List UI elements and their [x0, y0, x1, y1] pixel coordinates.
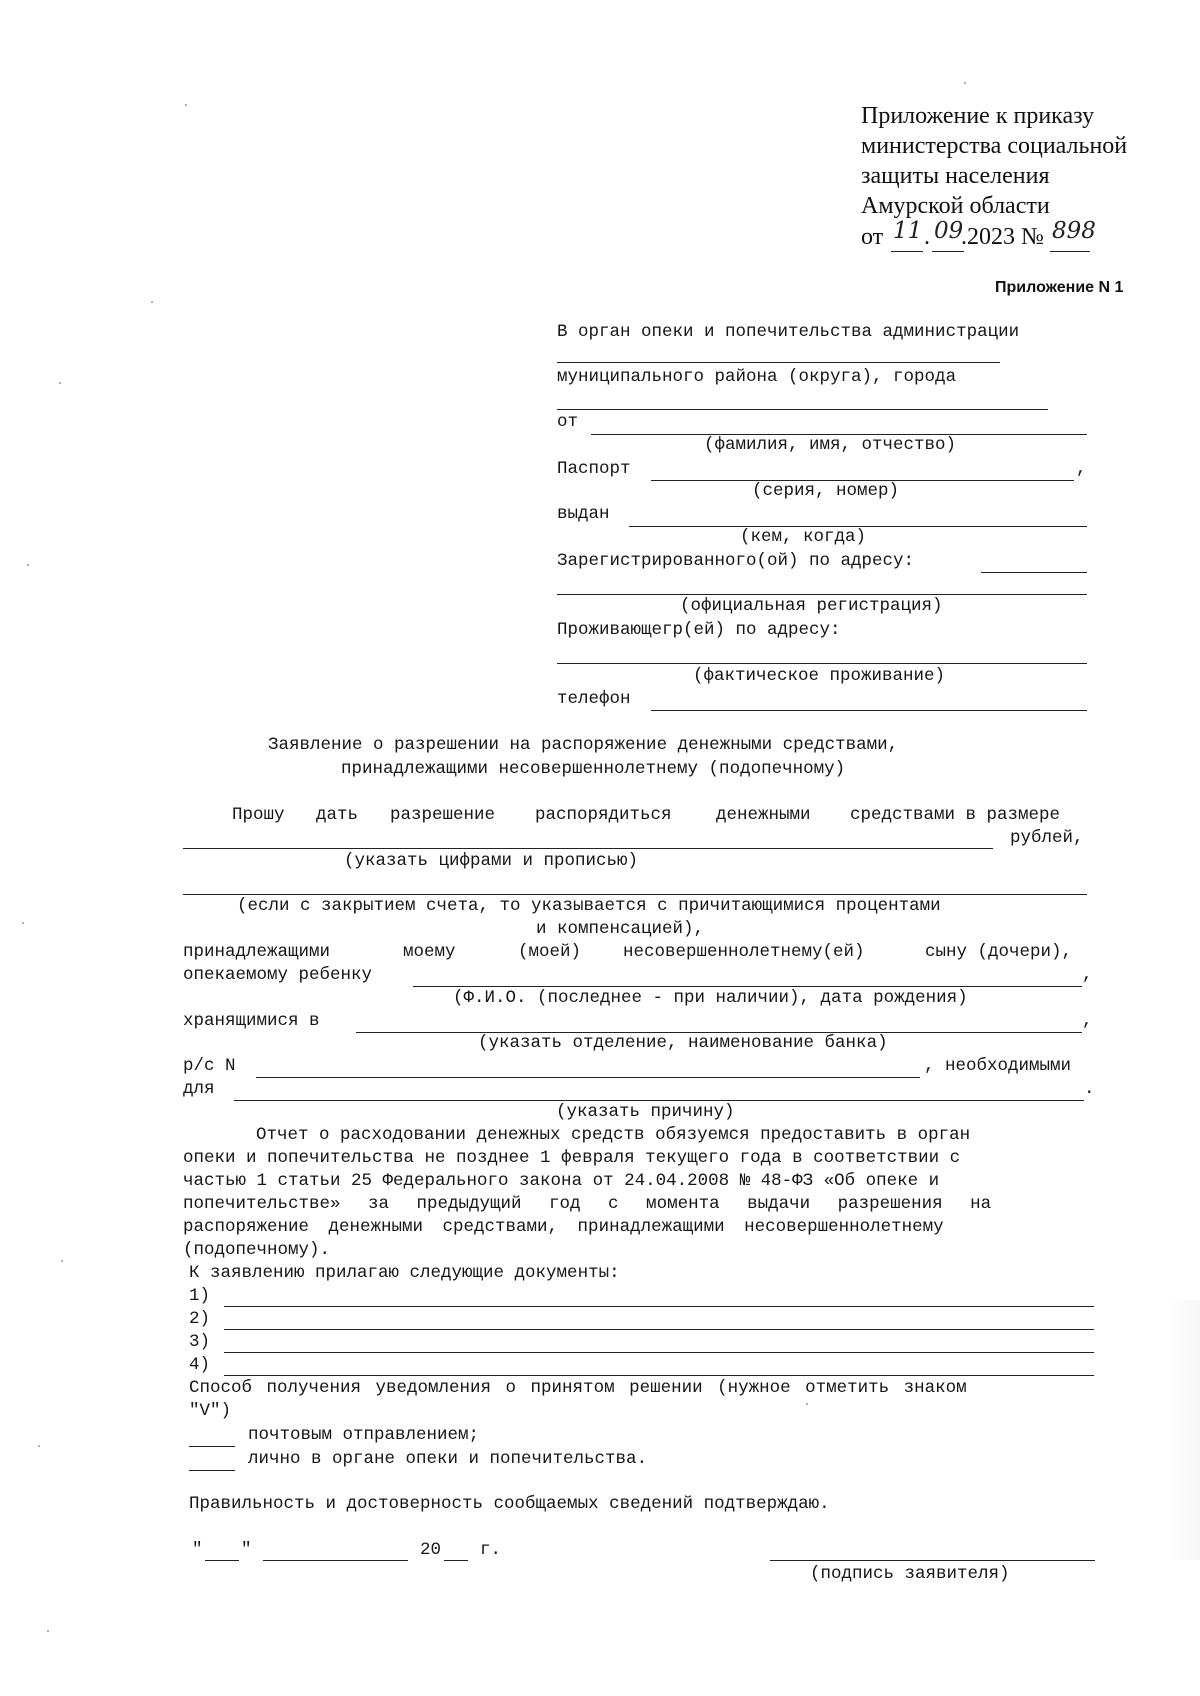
- order-number-line: [1050, 251, 1090, 252]
- stored-comma: ,: [1082, 1011, 1093, 1031]
- method-line-1: Способ получения уведомления о принятом решении (нужное отметить знаком: [189, 1378, 967, 1398]
- scan-speck: [22, 922, 24, 924]
- date-year-suffix: г.: [480, 1540, 502, 1560]
- scan-speck: [806, 1403, 808, 1405]
- request-word-5: денежными: [716, 805, 811, 825]
- owner-word-4: несовершеннолетнему(ей): [623, 942, 865, 962]
- scan-speck: [61, 1260, 63, 1262]
- method-option-1-checkbox[interactable]: [189, 1446, 235, 1447]
- passport-caption: (серия, номер): [752, 481, 900, 501]
- request-word-2: дать: [316, 805, 359, 825]
- appendix-label: Приложение N 1: [995, 279, 1124, 296]
- method-option-1-label: почтовым отправлением;: [248, 1425, 480, 1445]
- reason-caption: (указать причину): [556, 1102, 735, 1122]
- attach-item-3-number: 3): [189, 1332, 211, 1352]
- report-line-2: опеки и попечительства не позднее 1 февраля текущего года в соответствии с: [183, 1148, 961, 1168]
- account-caption-1: (если с закрытием счета, то указывается с причитающимися процентами: [237, 896, 941, 916]
- addressee-line-1: В орган опеки и попечительства администрации: [557, 322, 1020, 342]
- title-line-1: Заявление о разрешении на распоряжение денежными средствами,: [268, 735, 899, 755]
- living-line: [557, 663, 1087, 664]
- request-word-1: Прошу: [232, 805, 285, 825]
- report-line-6: (подопечному).: [183, 1240, 331, 1260]
- order-date-month-line: [932, 251, 964, 252]
- living-label: Проживающегр(ей) по адресу:: [557, 620, 841, 640]
- scan-speck: [27, 564, 29, 566]
- issued-caption: (кем, когда): [740, 527, 867, 547]
- date-quote-close: ": [241, 1540, 252, 1560]
- living-caption: (фактическое проживание): [693, 666, 946, 686]
- ward-line: [413, 986, 1082, 987]
- method-option-2-checkbox[interactable]: [189, 1470, 235, 1471]
- signature-line[interactable]: [770, 1560, 1095, 1561]
- title-line-2: принадлежащими несовершеннолетнему (подопечному): [341, 759, 846, 779]
- attach-item-3-line: [224, 1352, 1094, 1353]
- date-day-line[interactable]: [205, 1560, 239, 1561]
- account-caption-2: и компенсацией),: [536, 919, 705, 939]
- attach-item-4-line: [224, 1375, 1094, 1376]
- district-name-line: [557, 409, 1048, 410]
- owner-word-5: сыну (дочери),: [925, 942, 1073, 962]
- owner-word-2: моему: [403, 942, 456, 962]
- scan-speck: [964, 82, 966, 84]
- report-line-3: частью 1 статьи 25 Федерального закона от 24.04.2008 № 48-ФЗ «Об опеке и: [183, 1171, 940, 1191]
- scan-speck: [151, 301, 153, 303]
- request-word-6: средствами в размере: [850, 805, 1061, 825]
- phone-label: телефон: [557, 689, 631, 709]
- method-line-2: "V"): [189, 1401, 232, 1421]
- attach-item-2-line: [224, 1329, 1094, 1330]
- reason-line: [234, 1100, 1084, 1101]
- admin-name-line: [557, 362, 1000, 363]
- signature-caption: (подпись заявителя): [810, 1564, 1010, 1584]
- date-year-prefix: 20: [420, 1540, 442, 1560]
- registered-line-end: [981, 572, 1087, 573]
- amount-caption: (указать цифрами и прописью): [344, 851, 639, 871]
- attach-item-1-number: 1): [189, 1286, 211, 1306]
- phone-line: [651, 710, 1087, 711]
- order-line-2: министерства социальной: [861, 133, 1128, 159]
- order-date-year: .2023 №: [961, 224, 1044, 250]
- method-option-2-label: лично в органе опеки и попечительства.: [248, 1449, 648, 1469]
- attach-item-4-number: 4): [189, 1355, 211, 1375]
- date-quote-open: ": [192, 1540, 203, 1560]
- attach-item-1-line: [224, 1306, 1094, 1307]
- registered-caption: (официальная регистрация): [680, 596, 943, 616]
- account-number-line: [256, 1077, 920, 1078]
- passport-label: Паспорт: [557, 459, 631, 479]
- registered-line: [557, 594, 1087, 595]
- scan-edge-shading: [1162, 1300, 1200, 1560]
- order-number: 898: [1052, 218, 1096, 244]
- for-dot: .: [1084, 1079, 1095, 1099]
- amount-line: [183, 848, 993, 849]
- owner-word-1: принадлежащими: [183, 942, 331, 962]
- ward-comma: ,: [1082, 965, 1093, 985]
- attach-item-2-number: 2): [189, 1309, 211, 1329]
- date-month-line[interactable]: [263, 1560, 408, 1561]
- for-label: для: [183, 1079, 215, 1099]
- ward-caption: (Ф.И.О. (последнее - при наличии), дата рождения): [453, 988, 968, 1008]
- ward-label: опекаемому ребенку: [183, 965, 373, 985]
- report-line-1: Отчет о расходовании денежных средств обязуемся предоставить в орган: [256, 1125, 971, 1145]
- scan-speck: [47, 1630, 49, 1632]
- account-label: р/с N: [183, 1056, 236, 1076]
- confirm-text: Правильность и достоверность сообщаемых сведений подтверждаю.: [189, 1494, 830, 1514]
- issued-label: выдан: [557, 504, 610, 524]
- order-line-1: Приложение к приказу: [861, 103, 1095, 129]
- account-close-line: [183, 894, 1087, 895]
- request-word-4: распорядиться: [535, 805, 672, 825]
- order-date-dot: .: [924, 224, 930, 250]
- rubles-label: рублей,: [1010, 828, 1084, 848]
- needed-label: , необходимыми: [924, 1056, 1072, 1076]
- order-line-4: Амурской области: [861, 193, 1050, 219]
- order-date-day-line: [891, 251, 923, 252]
- registered-label: Зарегистрированного(ой) по адресу:: [557, 551, 915, 571]
- order-line-3: защиты населения: [861, 163, 1050, 189]
- report-line-4: попечительстве» за предыдущий год с момента выдачи разрешения на: [183, 1194, 992, 1214]
- from-label: от: [557, 412, 579, 432]
- order-date-prefix: от: [861, 224, 884, 250]
- owner-word-3: (моей): [518, 942, 582, 962]
- date-year-line[interactable]: [444, 1560, 468, 1561]
- attach-label: К заявлению прилагаю следующие документы:: [189, 1263, 620, 1283]
- stored-label: хранящимися в: [183, 1011, 320, 1031]
- passport-comma: ,: [1076, 459, 1087, 479]
- report-line-5: распоряжение денежными средствами, принадлежащими несовершеннолетнему: [183, 1217, 944, 1237]
- request-word-3: разрешение: [390, 805, 496, 825]
- scan-speck: [185, 104, 187, 106]
- addressee-line-2: муниципального района (округа), города: [557, 367, 957, 387]
- order-date-month: 09: [934, 218, 964, 244]
- scan-speck: [59, 382, 61, 384]
- fio-caption: (фамилия, имя, отчество): [704, 435, 957, 455]
- bank-caption: (указать отделение, наименование банка): [478, 1033, 888, 1053]
- scan-speck: [38, 1445, 40, 1447]
- order-date-day: 11: [893, 218, 923, 244]
